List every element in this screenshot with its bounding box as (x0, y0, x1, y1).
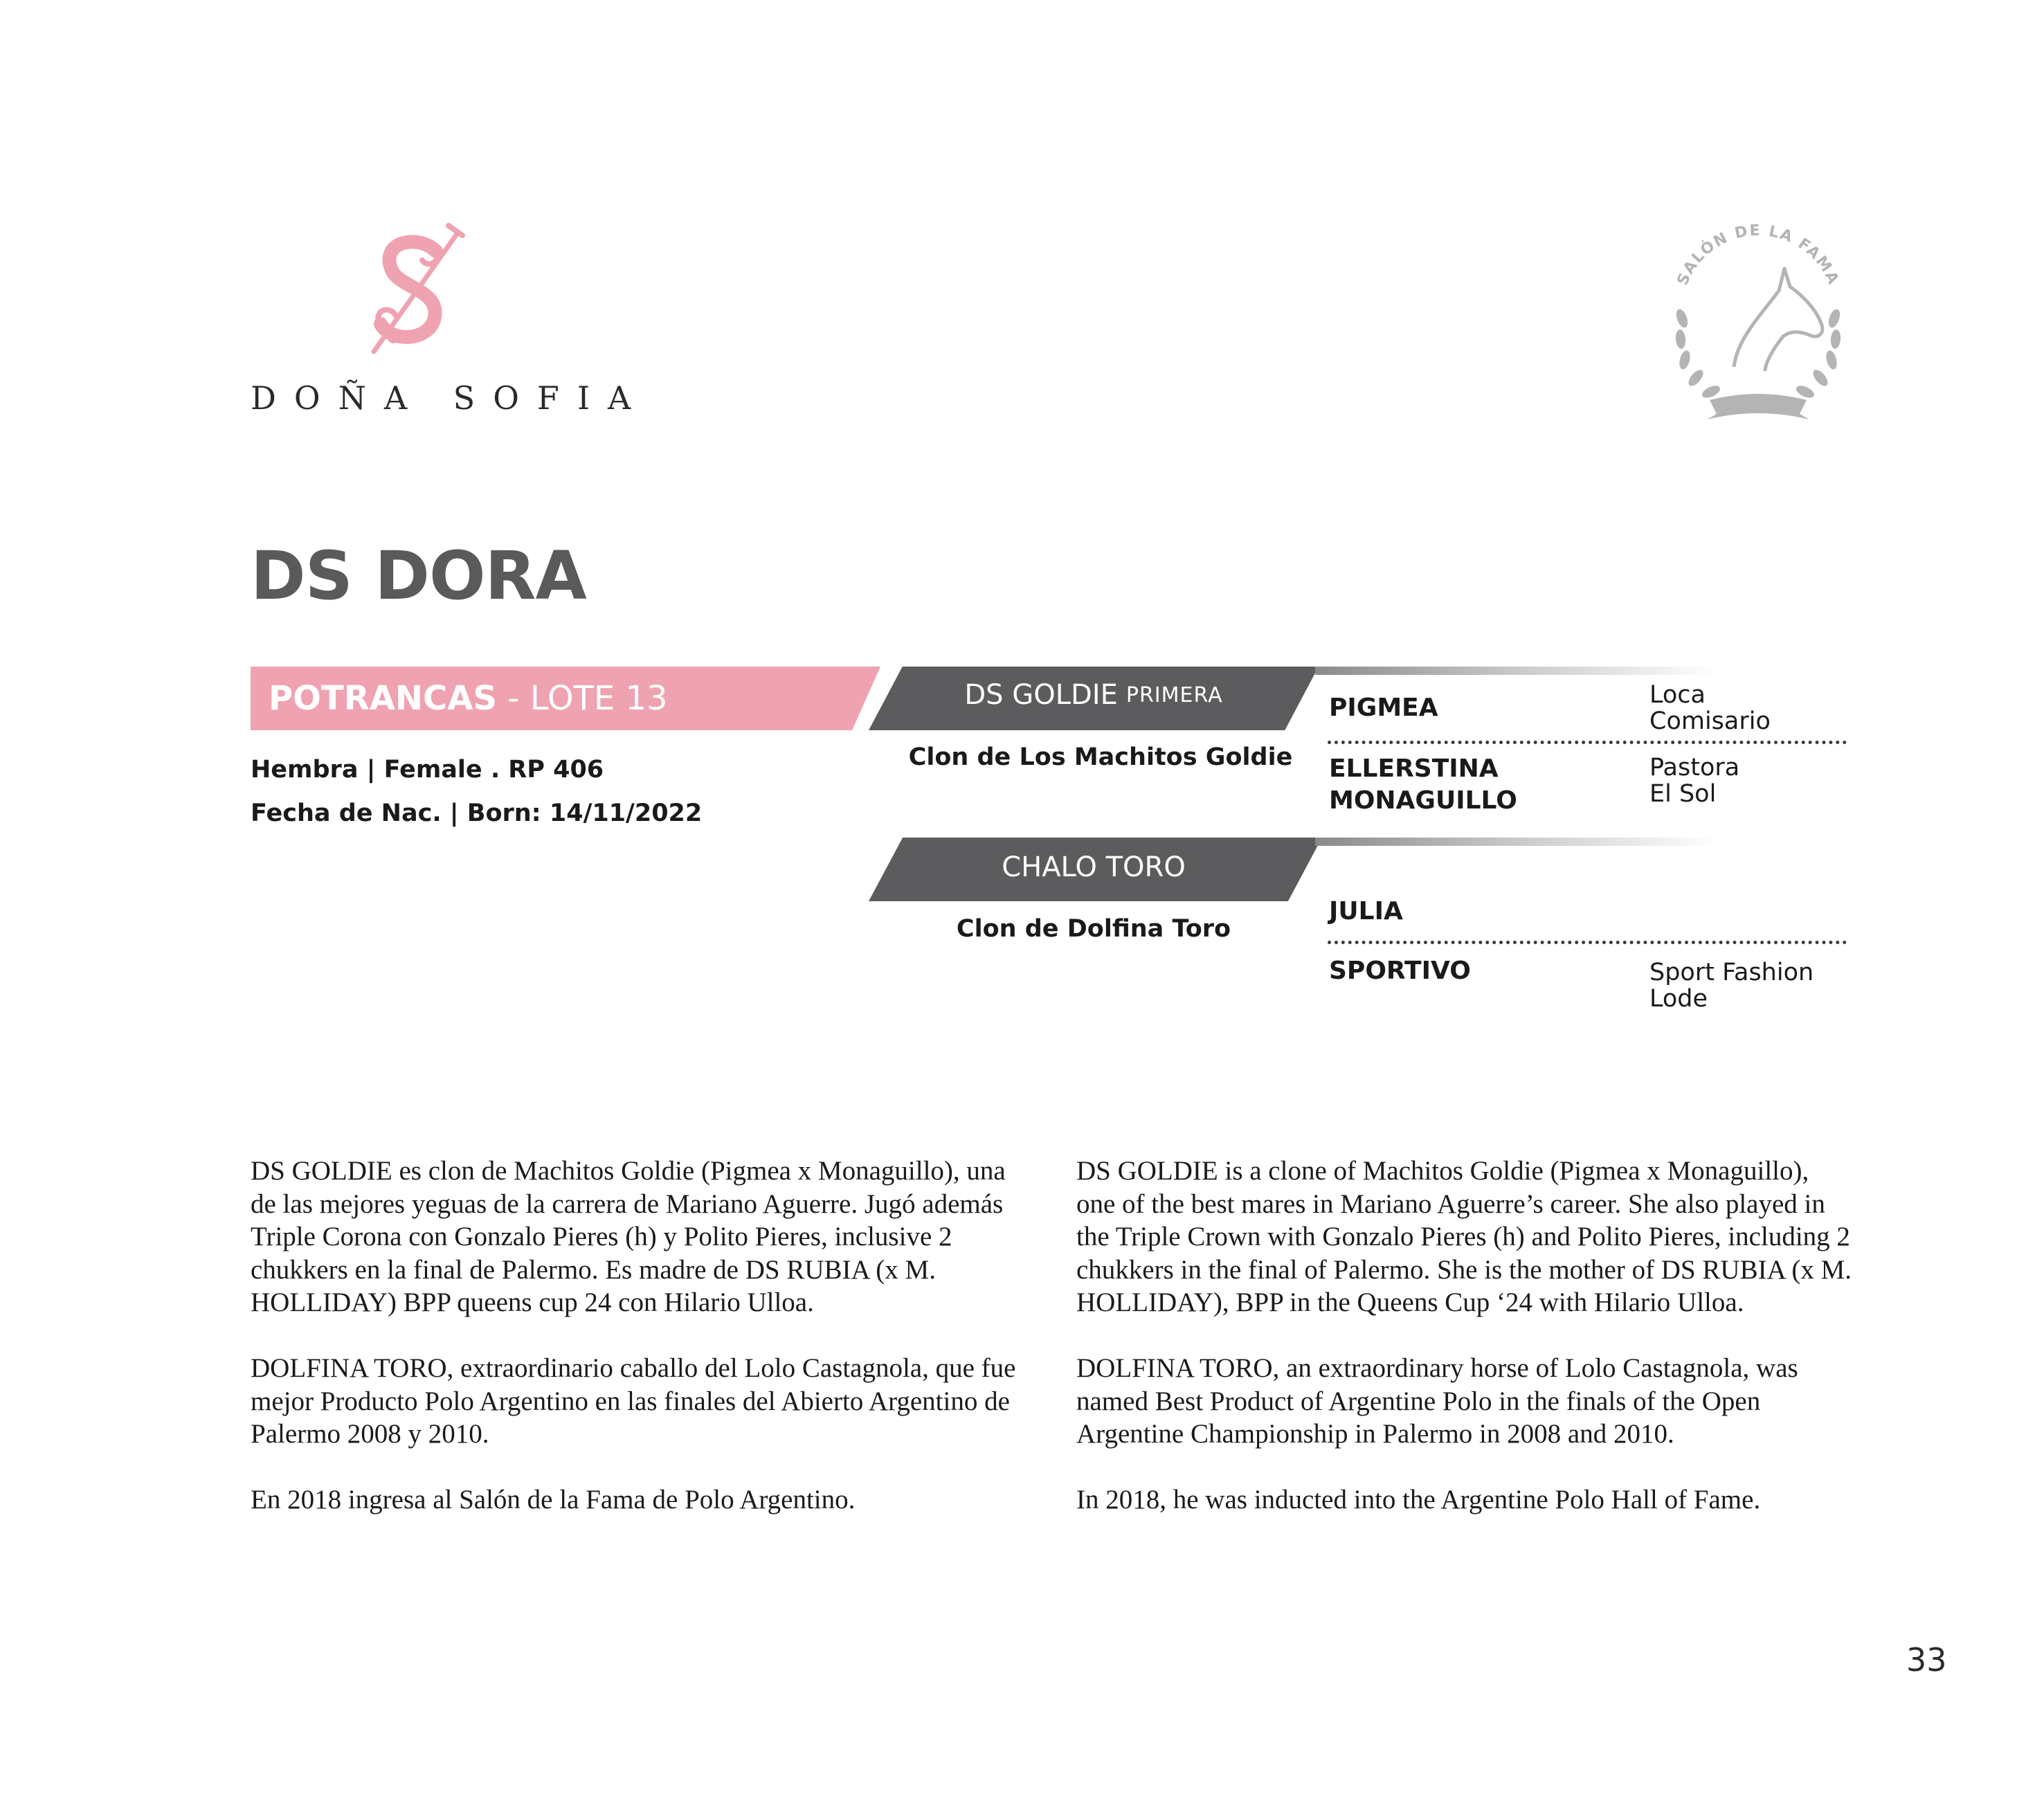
lot-separator: - (496, 679, 530, 718)
description-english (1076, 1155, 1852, 1549)
sire-bar-text (893, 835, 1294, 899)
svg-text:SALÓN DE LA FAMA (1674, 222, 1842, 288)
spanish-paragraph-1: DS GOLDIE es clon de Machitos Goldie (Pigmea x Monaguillo), una de las mejores yeguas de la carrera de Mariano Aguerre. Jugó además Triple Corona con Gonzalo Pieres (h) y Polito Pieres, inclusive 2 chukkers en la final de Palermo. Es madre de DS RUBIA (x M. HOLLIDAY) BPP queens cup 24 con Hilario Ulloa. (251, 1156, 1006, 1317)
dam-sire-name-line-2: MONAGUILLO (1329, 786, 1517, 815)
sire-sire-parent-1: Sport Fashion (1649, 959, 1814, 986)
sire-sire-parent-2: Lode (1649, 985, 1708, 1013)
category-label: POTRANCAS (269, 679, 497, 718)
page-number: 33 (1906, 1641, 1947, 1679)
horse-head-icon (1734, 269, 1823, 371)
dam-sire-name-line-1: ELLERSTINA (1329, 754, 1499, 783)
dam-side-divider (1315, 667, 1717, 675)
dam-dam-parent-1: Loca (1649, 681, 1706, 709)
sire-side-dotted-divider (1328, 941, 1847, 944)
lot-banner-text (269, 677, 668, 720)
hall-of-fame-seal (1661, 215, 1855, 422)
brand-logo-text: DOÑA SOFIA (251, 379, 649, 417)
dam-bar-text (893, 663, 1294, 727)
birth-date-line: Fecha de Nac. | Born: 14/11/2022 (251, 799, 703, 827)
sire-clone-note: Clon de Dolfina Toro (956, 915, 1231, 943)
dam-dam-parent-2: Comisario (1649, 707, 1771, 735)
sire-side-divider (1315, 838, 1717, 846)
english-paragraph-1: DS GOLDIE is a clone of Machitos Goldie (Pigmea x Monaguillo), one of the best mares in Mariano Aguerre’s career. She also played in the Triple Crown with Gonzalo Pieres (h) and Polito Pieres, including 2 chukkers in the final of Palermo. She is the mother of DS RUBIA (x M. HOLLIDAY), BPP in the Queens Cup ‘24 with Hilario Ulloa. (1076, 1156, 1852, 1317)
dam-dam-name: PIGMEA (1329, 694, 1438, 722)
dam-clone-note: Clon de Los Machitos Goldie (908, 743, 1293, 771)
dam-sire-parent-1: Pastora (1649, 754, 1740, 781)
dona-sofia-logo-mark (353, 220, 478, 359)
dam-sire-parent-2: El Sol (1649, 780, 1717, 808)
dam-side-dotted-divider (1328, 741, 1847, 744)
dam-name: DS GOLDIE (964, 679, 1118, 711)
horse-name-title: DS DORA (251, 537, 586, 615)
spanish-paragraph-3: En 2018 ingresa al Salón de la Fama de Polo Argentino. (251, 1485, 856, 1515)
sex-rp-line: Hembra | Female . RP 406 (251, 756, 604, 784)
english-paragraph-3: In 2018, he was inducted into the Argentine Polo Hall of Fame. (1076, 1485, 1761, 1515)
sire-dam-name: JULIA (1329, 897, 1403, 925)
english-paragraph-2: DOLFINA TORO, an extraordinary horse of Lolo Castagnola, was named Best Product of Argentine Polo in the finals of the Open Argentine Championship in Palermo in 2008 and 2010. (1076, 1353, 1798, 1449)
spanish-paragraph-2: DOLFINA TORO, extraordinario caballo del Lolo Castagnola, que fue mejor Producto Polo Argentino en las finales del Abierto Argentino de Palermo 2008 y 2010. (251, 1353, 1016, 1449)
dam-tag: PRIMERA (1125, 682, 1223, 707)
sire-sire-name: SPORTIVO (1329, 957, 1471, 985)
sire-name: CHALO TORO (1002, 851, 1186, 883)
seal-text: SALÓN DE LA FAMA (1674, 222, 1843, 288)
description-spanish (251, 1155, 1026, 1549)
lot-label: LOTE 13 (530, 679, 668, 718)
